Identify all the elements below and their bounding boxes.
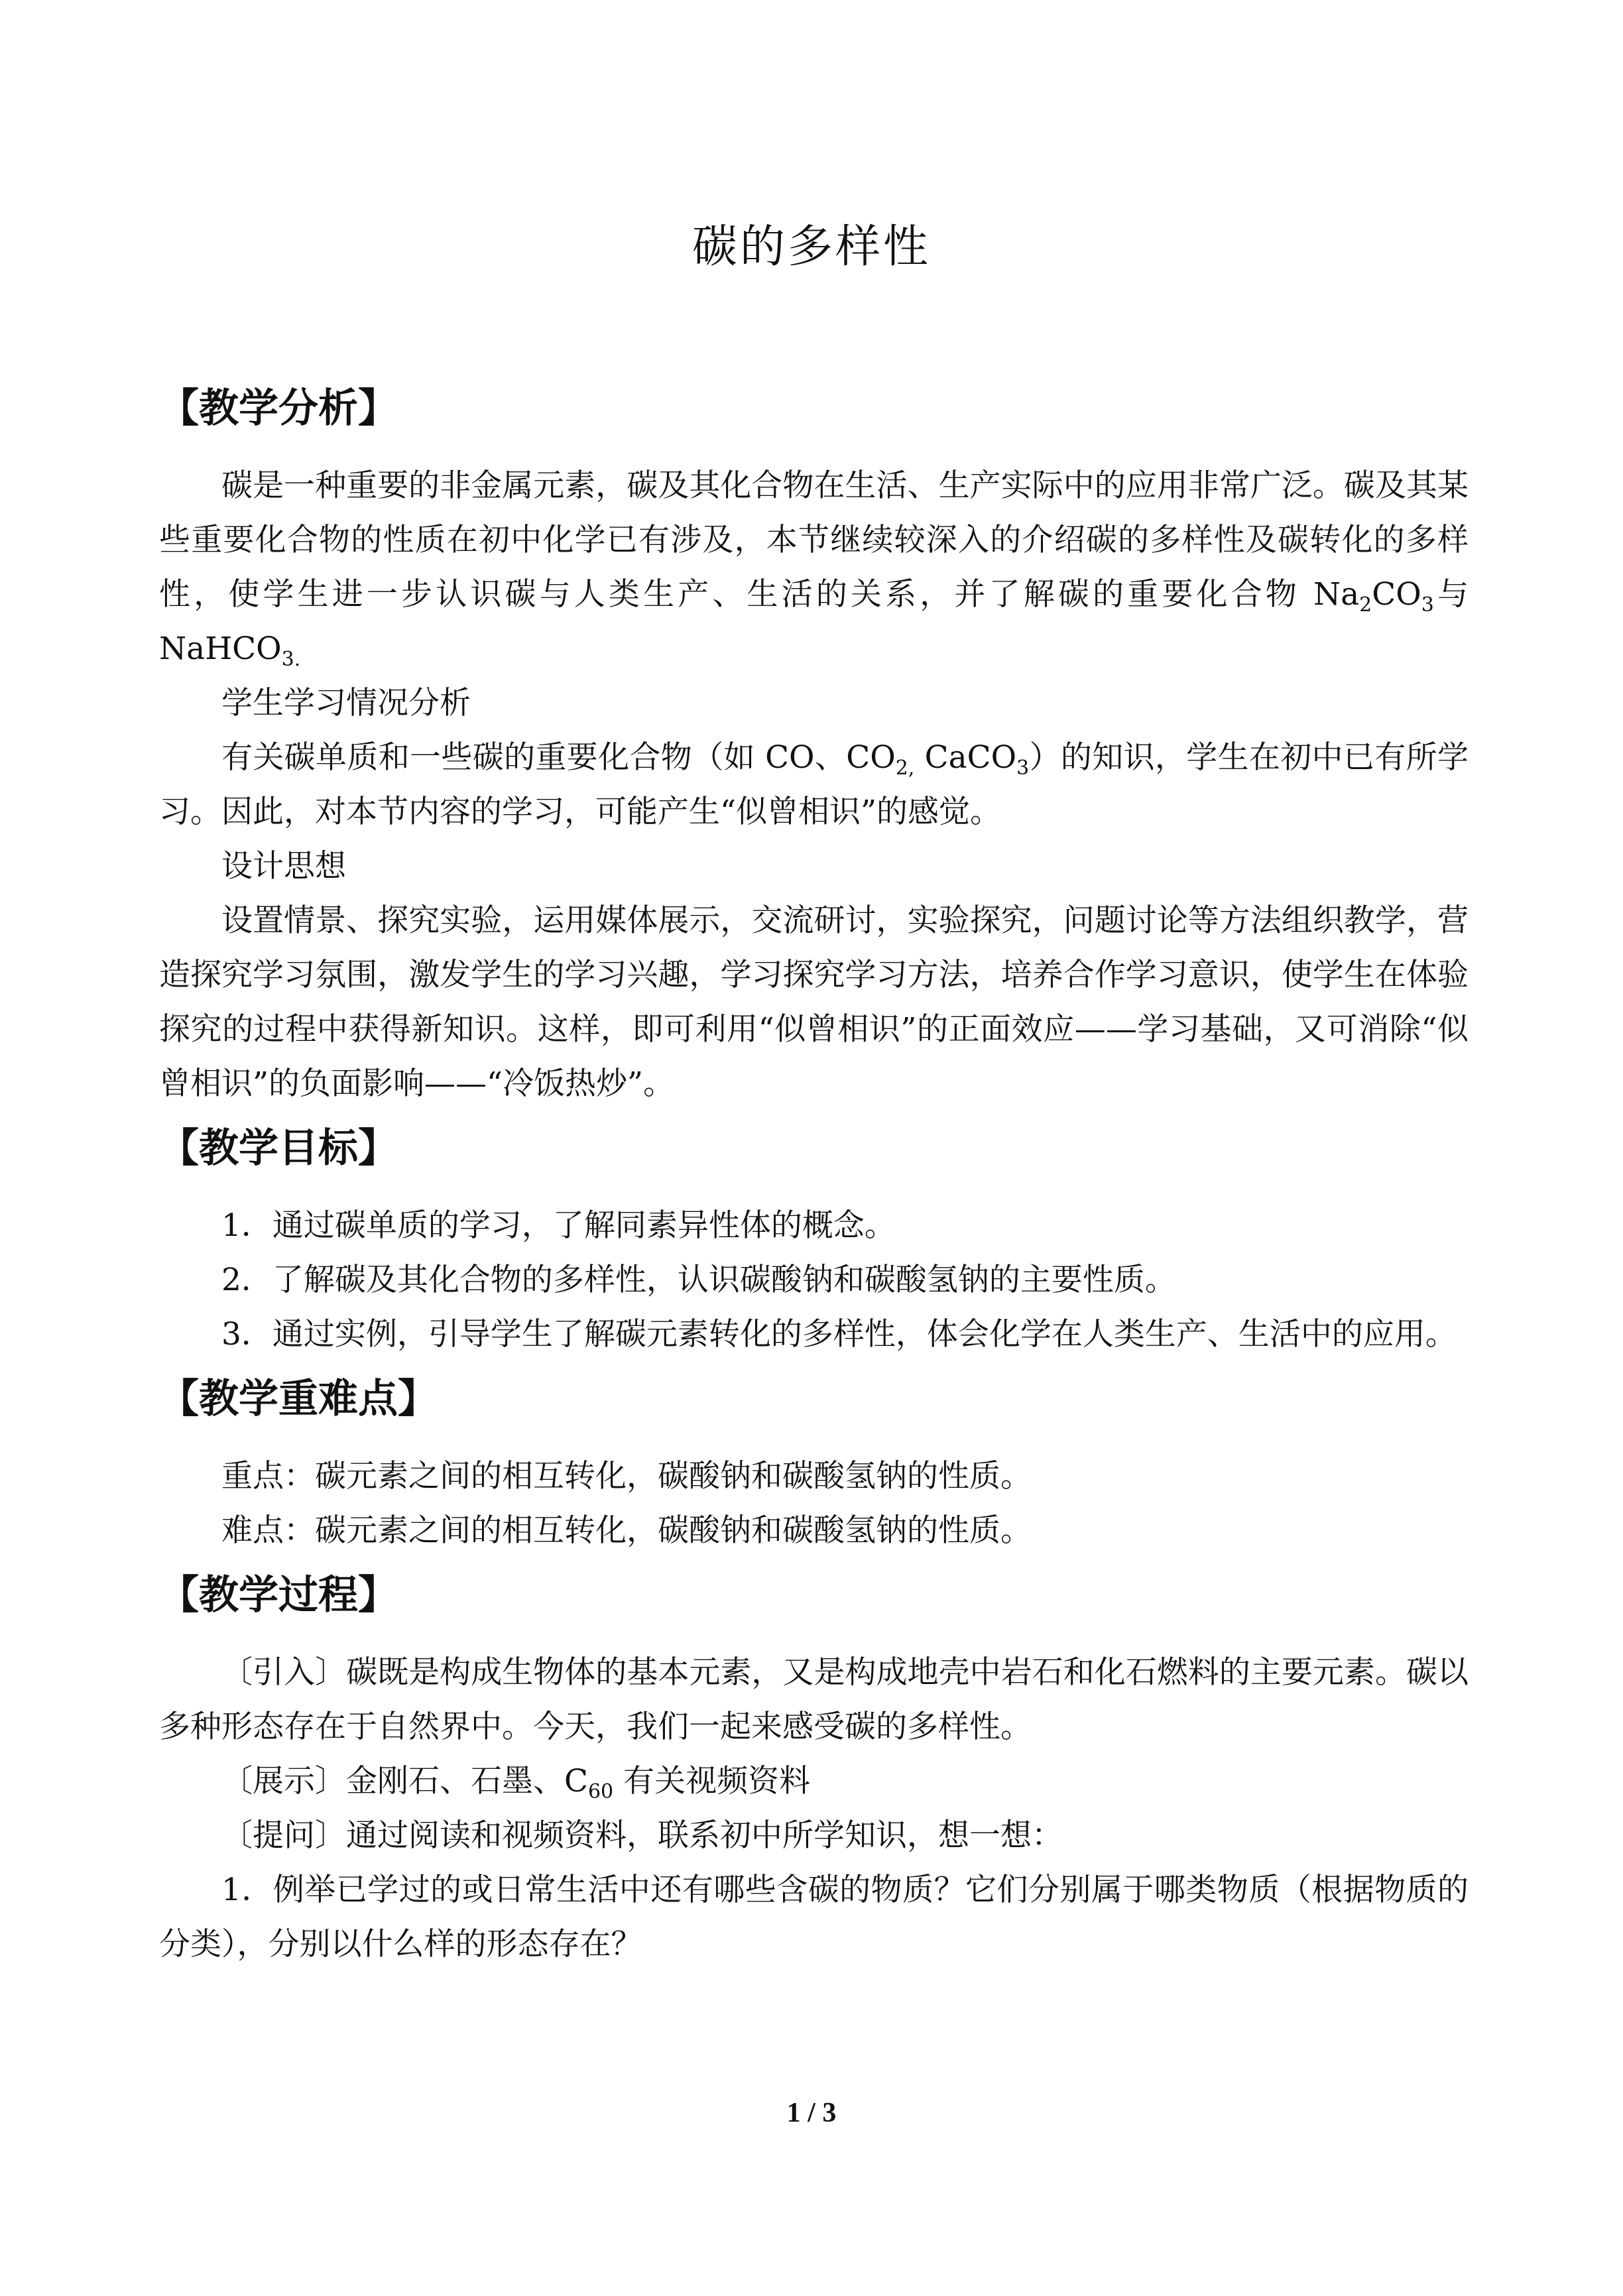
goal-item: 3．通过实例，引导学生了解碳元素转化的多样性，体会化学在人类生产、生活中的应用。 — [221, 1316, 1457, 1353]
section-heading-process: 【教学过程】 — [159, 1572, 398, 1618]
process-show: 〔展示〕金刚石、石墨、$C_{60}$ 有关视频资料 — [221, 1763, 811, 1803]
goal-item: 2．了解碳及其化合物的多样性，认识碳酸钠和碳酸氢钠的主要性质。 — [221, 1262, 1176, 1298]
keypoint-key: 重点：碳元素之间的相互转化，碳酸钠和碳酸氢钠的性质。 — [221, 1458, 1032, 1494]
keypoint-difficult: 难点：碳元素之间的相互转化，碳酸钠和碳酸氢钠的性质。 — [221, 1512, 1032, 1549]
process-ask: 〔提问〕通过阅读和视频资料，联系初中所学知识，想一想： — [221, 1817, 1063, 1854]
analysis-paragraph-students: 有关碳单质和一些碳的重要化合物（如 CO、$CO_{2,}$ CaCO$_3$）的知识，学生在初中已有所学习。因此，对本节内容的学习，可能产生“似曾相识”的感觉。 — [159, 739, 1469, 830]
analysis-paragraph-design: 设置情景、探究实验，运用媒体展示，交流研讨，实验探究，问题讨论等方法组织教学，营造探究学习氛围，激发学生的学习兴趣，学习探究学习方法，培养合作学习意识，使学生在体验探究的过程中获得新知识。这样，即可利用“似曾相识”的正面效应——学习基础，又可消除“似曾相识”的负面影响——“冷饭热炒”。 — [159, 902, 1469, 1102]
section-heading-goals: 【教学目标】 — [159, 1125, 398, 1172]
section-heading-analysis: 【教学分析】 — [159, 385, 398, 432]
page-number: 1 / 3 — [786, 2098, 837, 2128]
analysis-subheading-students: 学生学习情况分析 — [221, 685, 471, 721]
section-heading-keypoints: 【教学重难点】 — [159, 1376, 438, 1422]
process-intro: 〔引入〕碳既是构成生物体的基本元素，又是构成地壳中岩石和化石燃料的主要元素。碳以多种形态存在于自然界中。今天，我们一起来感受碳的多样性。 — [159, 1654, 1469, 1745]
process-question-1: 1．例举已学过的或日常生活中还有哪些含碳的物质？它们分别属于哪类物质（根据物质的分类），分别以什么样的形态存在？ — [159, 1872, 1469, 1963]
analysis-paragraph-1: 碳是一种重要的非金属元素，碳及其化合物在生活、生产实际中的应用非常广泛。碳及其某些重要化合物的性质在初中化学已有涉及，本节继续较深入的介绍碳的多样性及碳转化的多样性，使学生进一步认识碳与人类生产、生活的关系，并了解碳的重要化合物 $Na_2CO_3$与 NaHCO$_{3.}$ — [159, 467, 1469, 671]
document-body — [159, 371, 1469, 1972]
document-title: 碳的多样性 — [691, 221, 931, 273]
goal-item: 1．通过碳单质的学习，了解同素异性体的概念。 — [221, 1207, 896, 1244]
analysis-subheading-design: 设计思想 — [221, 848, 346, 884]
